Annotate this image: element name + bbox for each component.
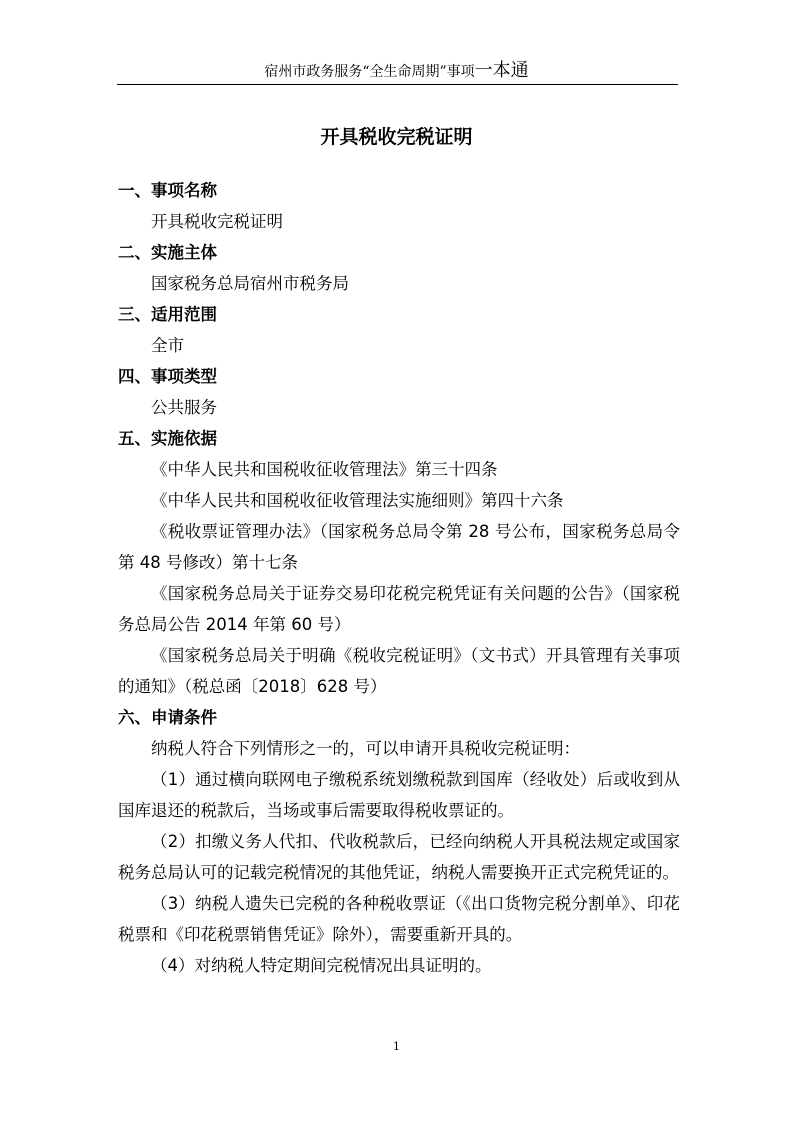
section-implementing-body — [118, 237, 680, 299]
legal-basis-paragraph: 《国家税务总局关于证券交易印花税完税凭证有关问题的公告》（国家税务总局公告 2014 年第 60 号） — [118, 584, 680, 634]
header-series-accent: 一本通 — [474, 60, 529, 81]
legal-basis-paragraph: 《税收票证管理办法》（国家税务总局令第 28 号公布，国家税务总局令第 48 号修改）第十七条 — [118, 522, 680, 572]
condition-paragraph: （3）纳税人遗失已完税的各种税收票证（《出口货物完税分割单》、印花税票和《印花税票销售凭证》除外），需要重新开具的。 — [118, 894, 680, 944]
section-value: 开具税收完税证明 — [151, 212, 283, 231]
section-heading: 二、实施主体 — [118, 243, 217, 262]
section-heading: 五、实施依据 — [118, 429, 217, 448]
section-heading: 四、事项类型 — [118, 367, 217, 386]
running-header — [0, 60, 793, 83]
section-application-conditions — [118, 702, 680, 981]
section-heading: 六、申请条件 — [118, 708, 217, 727]
condition-paragraph: 纳税人符合下列情形之一的，可以申请开具税收完税证明： — [151, 739, 580, 758]
section-value: 公共服务 — [151, 398, 217, 417]
section-scope — [118, 299, 680, 361]
condition-paragraph: （4）对纳税人特定期间完税情况出具证明的。 — [151, 956, 492, 975]
section-item-name — [118, 175, 680, 237]
section-legal-basis — [118, 423, 680, 702]
section-heading: 一、事项名称 — [118, 181, 217, 200]
condition-paragraph: （2）扣缴义务人代扣、代收税款后，已经向纳税人开具税法规定或国家税务总局认可的记载完税情况的其他凭证，纳税人需要换开正式完税凭证的。 — [118, 832, 680, 882]
section-value: 国家税务总局宿州市税务局 — [151, 274, 349, 293]
legal-basis-paragraph: 《中华人民共和国税收征收管理法》第三十四条 — [151, 460, 498, 479]
section-item-type — [118, 361, 680, 423]
section-heading: 三、适用范围 — [118, 305, 217, 324]
legal-basis-paragraph: 《国家税务总局关于明确《税收完税证明》（文书式）开具管理有关事项的通知》（税总函〔2018〕628 号） — [118, 646, 680, 696]
legal-basis-paragraph: 《中华人民共和国税收征收管理法实施细则》第四十六条 — [151, 491, 564, 510]
document-title: 开具税收完税证明 — [320, 126, 473, 148]
section-value: 全市 — [151, 336, 184, 355]
page-number: 1 — [393, 1040, 400, 1053]
document-body — [118, 175, 680, 981]
header-series-title: 宿州市政务服务“全生命周期”事项 — [264, 64, 475, 80]
condition-paragraph: （1）通过横向联网电子缴税系统划缴税款到国库（经收处）后或收到从国库退还的税款后，当场或事后需要取得税收票证的。 — [118, 770, 680, 820]
header-rule — [117, 84, 678, 85]
